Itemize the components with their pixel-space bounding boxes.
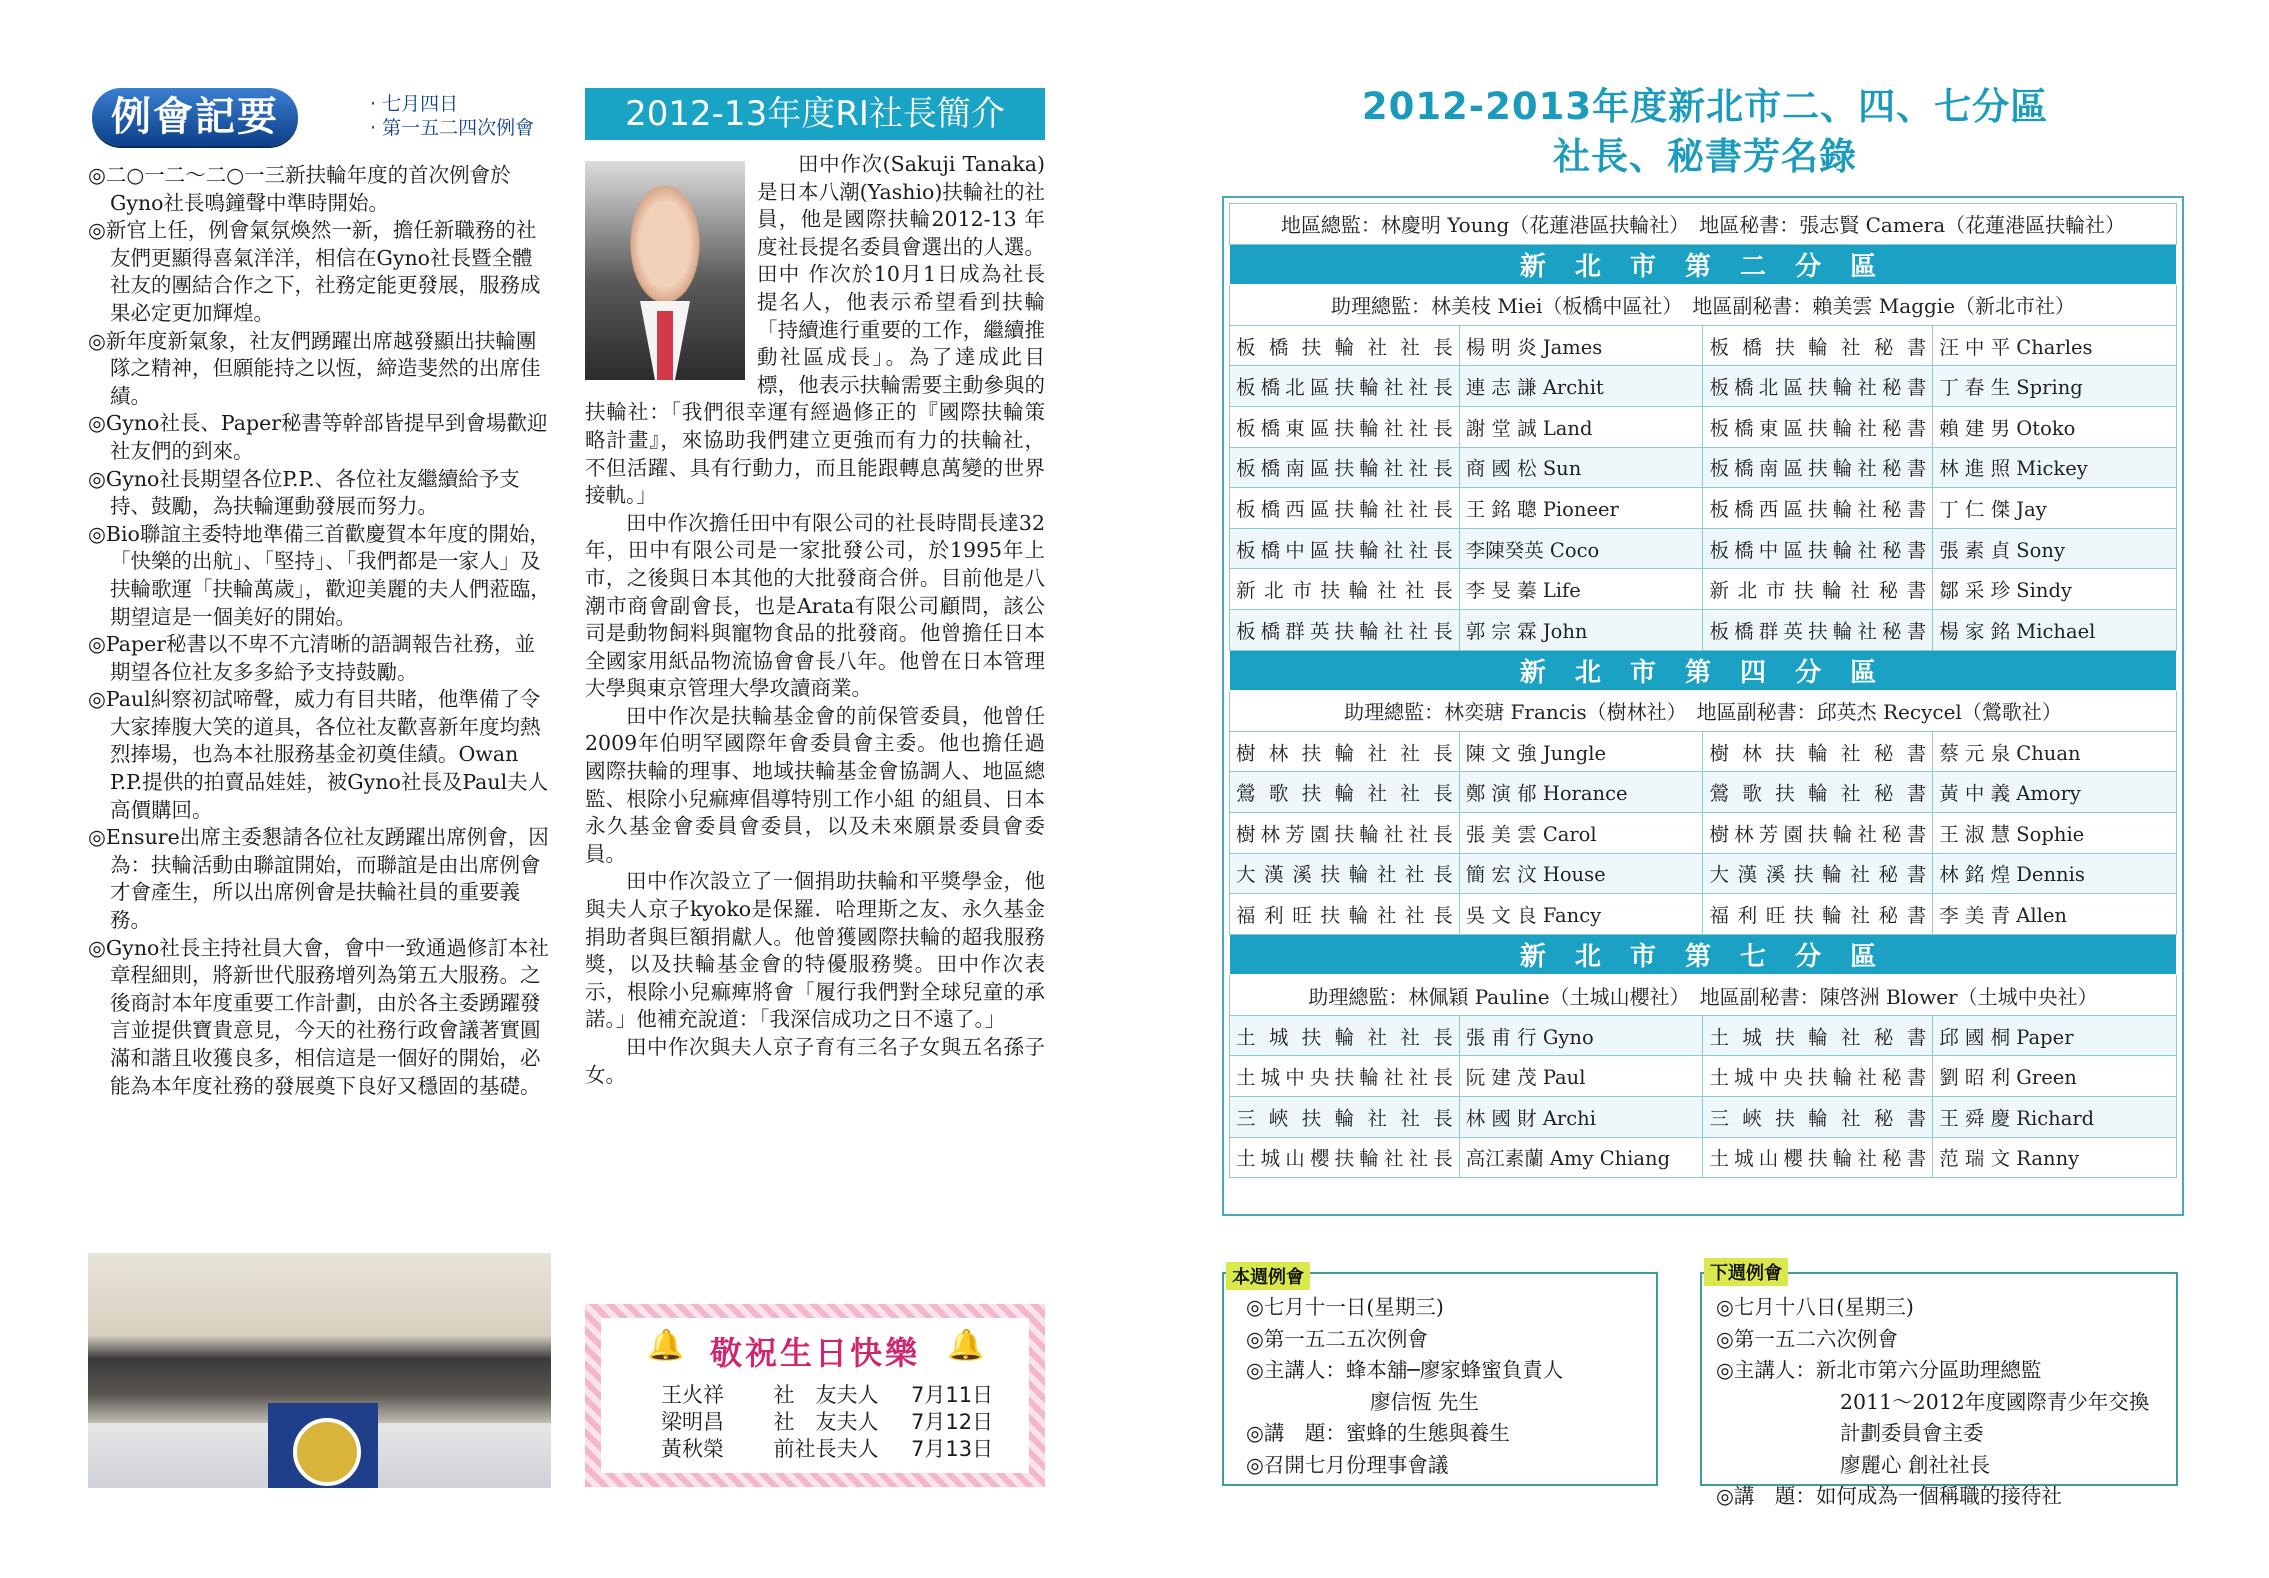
secretary-name: 王 舜 慶 Richard bbox=[1933, 1097, 2177, 1138]
secretary-name: 鄒 采 珍 Sindy bbox=[1933, 569, 2177, 610]
roster-row bbox=[1230, 528, 2177, 569]
secretary-name: 汪 中 平 Charles bbox=[1933, 325, 2177, 366]
club-president-title: 板橋群英扶輪社社長 bbox=[1230, 609, 1460, 650]
roster-row bbox=[1230, 325, 2177, 366]
club-secretary-title: 樹林扶輪社秘書 bbox=[1703, 731, 1933, 772]
president-name: 簡 宏 汶 House bbox=[1459, 853, 1703, 894]
next-week-box bbox=[1700, 1272, 2178, 1508]
club-president-title: 福利旺扶輪社社長 bbox=[1230, 894, 1460, 935]
secretary-name: 張 素 貞 Sony bbox=[1933, 528, 2177, 569]
president-name: 吳 文 良 Fancy bbox=[1459, 894, 1703, 935]
meeting-info-line: 計劃委員會主委 bbox=[1840, 1421, 1984, 1445]
meeting-note: ◎Ensure出席主委懇請各位社友踴躍出席例會，因為：扶輪活動由聯誼開始，而聯誼是由出席例會才會產生，所以出席例會是扶輪社員的重要義務。 bbox=[88, 825, 549, 933]
birthday-name: 王火祥 bbox=[661, 1383, 724, 1407]
secretary-name: 王 淑 慧 Sophie bbox=[1933, 812, 2177, 853]
section-header: 新 北 市 第 二 分 區 bbox=[1230, 244, 2177, 285]
birthday-row bbox=[661, 1382, 993, 1409]
section-info: 助理總監：林佩穎 Pauline（土城山櫻社） 地區副秘書：陳啓洲 Blower（土城中央社） bbox=[1230, 975, 2177, 1016]
meeting-info-line: ◎七月十八日(星期三) bbox=[1716, 1295, 1914, 1319]
meeting-subtitle bbox=[370, 92, 560, 140]
club-president-title: 土城山櫻扶輪社社長 bbox=[1230, 1137, 1460, 1178]
birthday-relation: 社 友夫人 bbox=[773, 1383, 879, 1407]
this-week-tag: 本週例會 bbox=[1226, 1262, 1310, 1290]
secretary-name: 黃 中 義 Amory bbox=[1933, 772, 2177, 813]
meeting-note: ◎Paper秘書以不卑不亢清晰的語調報告社務，並期望各位社友多多給予支持鼓勵。 bbox=[88, 632, 536, 684]
meeting-note: ◎Gyno社長、Paper秘書等幹部皆提早到會場歡迎社友們的到來。 bbox=[88, 411, 548, 463]
president-name: 阮 建 茂 Paul bbox=[1459, 1056, 1703, 1097]
birthday-relation: 社 友夫人 bbox=[773, 1410, 879, 1434]
club-secretary-title: 土城中央扶輪社秘書 bbox=[1703, 1056, 1933, 1097]
roster-table-frame bbox=[1222, 196, 2184, 1216]
birthday-row bbox=[661, 1436, 993, 1463]
roster-row bbox=[1230, 1137, 2177, 1178]
meeting-info-line: ◎第一五二五次例會 bbox=[1246, 1326, 1428, 1351]
club-secretary-title: 板橋群英扶輪社秘書 bbox=[1703, 609, 1933, 650]
group-photo bbox=[88, 1253, 551, 1488]
this-week-lines bbox=[1246, 1292, 1656, 1481]
president-name: 商 國 松 Sun bbox=[1459, 447, 1703, 488]
club-president-title: 板橋東區扶輪社社長 bbox=[1230, 406, 1460, 447]
club-secretary-title: 樹林芳園扶輪社秘書 bbox=[1703, 812, 1933, 853]
president-name: 楊 明 炎 James bbox=[1459, 325, 1703, 366]
meeting-note: ◎二○一二～二○一三新扶輪年度的首次例會於Gyno社長鳴鐘聲中準時開始。 bbox=[88, 163, 511, 215]
club-secretary-title: 板橋扶輪社秘書 bbox=[1703, 325, 1933, 366]
club-secretary-title: 板橋中區扶輪社秘書 bbox=[1703, 528, 1933, 569]
club-president-title: 土城中央扶輪社社長 bbox=[1230, 1056, 1460, 1097]
roster-row bbox=[1230, 609, 2177, 650]
secretary-name: 劉 昭 利 Green bbox=[1933, 1056, 2177, 1097]
club-secretary-title: 土城扶輪社秘書 bbox=[1703, 1015, 1933, 1056]
president-name: 謝 堂 誠 Land bbox=[1459, 406, 1703, 447]
club-president-title: 板橋西區扶輪社社長 bbox=[1230, 488, 1460, 529]
roster-row bbox=[1230, 569, 2177, 610]
secretary-name: 丁 仁 傑 Jay bbox=[1933, 488, 2177, 529]
president-name: 郭 宗 霖 John bbox=[1459, 609, 1703, 650]
roster-row bbox=[1230, 406, 2177, 447]
club-president-title: 板橋南區扶輪社社長 bbox=[1230, 447, 1460, 488]
meeting-note: ◎Bio聯誼主委特地準備三首歡慶賀本年度的開始，「快樂的出航」、「堅持」、「我們都是一家人」及扶輪歌運「扶輪萬歲」，歡迎美麗的夫人們蒞臨，期望這是一個美好的開始。 bbox=[88, 521, 551, 629]
meeting-info-line: ◎主講人：蜂本舖─廖家蜂蜜負責人 bbox=[1246, 1358, 1564, 1382]
club-secretary-title: 板橋東區扶輪社秘書 bbox=[1703, 406, 1933, 447]
club-secretary-title: 土城山櫻扶輪社秘書 bbox=[1703, 1137, 1933, 1178]
club-president-title: 新北市扶輪社社長 bbox=[1230, 569, 1460, 610]
club-president-title: 樹林芳園扶輪社社長 bbox=[1230, 812, 1460, 853]
club-secretary-title: 鶯歌扶輪社秘書 bbox=[1703, 772, 1933, 813]
bio-paragraph: 田中作次(Sakuji Tanaka)是日本八潮(Yashio)扶輪社的社員，他是國際扶輪2012-13 年度社長提名委員會選出的人選。田中 作次於10月1日成為社長提名人，他表示希望看到扶輪「持續進行重要的工作，繼續推動社區成長」。為了達成此目標，他表示扶輪需要主動參與的扶輪社：「我們很幸運有經過修正的『國際扶輪策略計畫』，來協助我們建立更強而有力的扶輪社，不但活躍、具有行動力，而且能跟轉息萬變的世界接軌。」 bbox=[585, 152, 1045, 508]
roster-title-line2: 社長、秘書芳名錄 bbox=[1553, 135, 1857, 178]
section-info: 助理總監：林奕瑭 Francis（樹林社） 地區副秘書：邱英杰 Recycel（鶯歌社） bbox=[1230, 691, 2177, 732]
meeting-info-line: 廖麗心 創社社長 bbox=[1840, 1452, 1991, 1477]
roster-title bbox=[1210, 82, 2200, 182]
president-name: 連 志 謙 Archit bbox=[1459, 366, 1703, 407]
meeting-info-line: ◎召開七月份理事會議 bbox=[1246, 1452, 1449, 1477]
secretary-name: 賴 建 男 Otoko bbox=[1933, 406, 2177, 447]
roster-row bbox=[1230, 772, 2177, 813]
bell-icon: 🔔 bbox=[947, 1328, 985, 1363]
president-name: 林 國 財 Archi bbox=[1459, 1097, 1703, 1138]
club-secretary-title: 三峽扶輪社秘書 bbox=[1703, 1097, 1933, 1138]
roster-row bbox=[1230, 812, 2177, 853]
meeting-notes bbox=[88, 162, 552, 1100]
roster-row bbox=[1230, 731, 2177, 772]
roster-row bbox=[1230, 894, 2177, 935]
birthday-list bbox=[661, 1382, 993, 1463]
birthday-box bbox=[585, 1304, 1045, 1487]
meeting-info-line: ◎第一五二六次例會 bbox=[1716, 1326, 1898, 1351]
club-secretary-title: 板橋北區扶輪社秘書 bbox=[1703, 366, 1933, 407]
birthday-title: 敬祝生日快樂 bbox=[709, 1334, 920, 1372]
meeting-note: ◎新年度新氣象，社友們踴躍出席越發顯出扶輪團隊之精神，但願能持之以恆，締造斐然的出席佳績。 bbox=[88, 328, 541, 408]
president-portrait bbox=[585, 161, 745, 380]
roster-table bbox=[1229, 203, 2177, 1178]
club-president-title: 板橋中區扶輪社社長 bbox=[1230, 528, 1460, 569]
section-info: 助理總監：林美枝 Miei（板橋中區社） 地區副秘書：賴美雲 Maggie（新北市社） bbox=[1230, 285, 2177, 326]
president-name: 李 旻 蓁 Life bbox=[1459, 569, 1703, 610]
club-secretary-title: 大漢溪扶輪社秘書 bbox=[1703, 853, 1933, 894]
rotary-wheel-icon bbox=[293, 1418, 361, 1486]
secretary-name: 邱 國 桐 Paper bbox=[1933, 1015, 2177, 1056]
birthday-name: 黃秋榮 bbox=[661, 1437, 724, 1461]
meeting-date: · 七月四日 bbox=[370, 92, 560, 116]
birthday-row bbox=[661, 1409, 993, 1436]
birthday-date: 7月11日 bbox=[911, 1383, 994, 1407]
birthday-name: 梁明昌 bbox=[661, 1410, 724, 1434]
roster-row bbox=[1230, 488, 2177, 529]
secretary-name: 丁 春 生 Spring bbox=[1933, 366, 2177, 407]
this-week-box bbox=[1222, 1272, 1658, 1486]
bell-icon: 🔔 bbox=[647, 1328, 685, 1363]
roster-row bbox=[1230, 1015, 2177, 1056]
roster-row bbox=[1230, 853, 2177, 894]
next-week-tag: 下週例會 bbox=[1704, 1258, 1788, 1286]
meeting-session: · 第一五二四次例會 bbox=[370, 116, 560, 140]
club-president-title: 板橋扶輪社社長 bbox=[1230, 325, 1460, 366]
roster-row bbox=[1230, 1056, 2177, 1097]
president-name: 王 銘 聰 Pioneer bbox=[1459, 488, 1703, 529]
president-name: 高江素蘭 Amy Chiang bbox=[1459, 1137, 1703, 1178]
section-header: 新 北 市 第 四 分 區 bbox=[1230, 650, 2177, 691]
club-secretary-title: 新北市扶輪社秘書 bbox=[1703, 569, 1933, 610]
president-name: 鄭 演 郁 Horance bbox=[1459, 772, 1703, 813]
section-header: 新 北 市 第 七 分 區 bbox=[1230, 934, 2177, 975]
president-name: 張 甫 行 Gyno bbox=[1459, 1015, 1703, 1056]
secretary-name: 楊 家 銘 Michael bbox=[1933, 609, 2177, 650]
meeting-info-line: 2011～2012年度國際青少年交換 bbox=[1840, 1389, 2150, 1414]
meeting-info-line: ◎七月十一日(星期三) bbox=[1246, 1295, 1444, 1319]
president-name: 陳 文 強 Jungle bbox=[1459, 731, 1703, 772]
club-secretary-title: 板橋西區扶輪社秘書 bbox=[1703, 488, 1933, 529]
meeting-info-line: 廖信恆 先生 bbox=[1370, 1389, 1480, 1414]
birthday-date: 7月12日 bbox=[911, 1410, 994, 1434]
bio-paragraph: 田中作次擔任田中有限公司的社長時間長達32年，田中有限公司是一家批發公司，於1995年上市，之後與日本其他的大批發商合併。目前他是八潮市商會副會長，也是Arata有限公司顧問，該公司是動物飼料與寵物食品的批發商。他曾擔任日本全國家用紙品物流協會會長八年。他曾在日本管理大學與東京管理大學攻讀商業。 bbox=[585, 510, 1045, 701]
club-president-title: 鶯歌扶輪社社長 bbox=[1230, 772, 1460, 813]
president-name: 張 美 雲 Carol bbox=[1459, 812, 1703, 853]
birthday-relation: 前社長夫人 bbox=[773, 1437, 879, 1461]
roster-title-line1: 2012-2013年度新北市二、四、七分區 bbox=[1361, 85, 2049, 128]
club-president-title: 樹林扶輪社社長 bbox=[1230, 731, 1460, 772]
meeting-badge: 例會記要 bbox=[92, 88, 298, 146]
club-president-title: 大漢溪扶輪社社長 bbox=[1230, 853, 1460, 894]
meeting-info-line: ◎主講人：新北市第六分區助理總監 bbox=[1716, 1358, 2042, 1382]
roster-row bbox=[1230, 447, 2177, 488]
secretary-name: 蔡 元 泉 Chuan bbox=[1933, 731, 2177, 772]
president-name: 李陳癸英 Coco bbox=[1459, 528, 1703, 569]
secretary-name: 林 銘 煌 Dennis bbox=[1933, 853, 2177, 894]
district-governor-row: 地區總監：林慶明 Young（花蓮港區扶輪社） 地區秘書：張志賢 Camera（花蓮港區扶輪社） bbox=[1230, 204, 2177, 245]
bio-paragraph: 田中作次是扶輪基金會的前保管委員，他曾任2009年伯明罕國際年會委員會主委。他也擔任過國際扶輪的理事、地域扶輪基金會協調人、地區總監、根除小兒痲痺倡導特別工作小組 的組員、日本永久基金會委員會委員，以及未來願景委員會委員。 bbox=[585, 703, 1045, 866]
secretary-name: 范 瑞 文 Ranny bbox=[1933, 1137, 2177, 1178]
club-secretary-title: 板橋南區扶輪社秘書 bbox=[1703, 447, 1933, 488]
secretary-name: 李 美 青 Allen bbox=[1933, 894, 2177, 935]
bio-paragraph: 田中作次設立了一個捐助扶輪和平獎學金，他與夫人京子kyoko是保羅．哈理斯之友、永久基金捐助者與巨額捐獻人。他曾獲國際扶輪的超我服務獎，以及扶輪基金會的特優服務獎。田中作次表示，根除小兒痲痺將會「履行我們對全球兒童的承諾。」他補充說道：「我深信成功之日不遠了。」 bbox=[585, 869, 1045, 1032]
club-president-title: 土城扶輪社社長 bbox=[1230, 1015, 1460, 1056]
club-secretary-title: 福利旺扶輪社秘書 bbox=[1703, 894, 1933, 935]
roster-row bbox=[1230, 366, 2177, 407]
secretary-name: 林 進 照 Mickey bbox=[1933, 447, 2177, 488]
roster-row bbox=[1230, 1097, 2177, 1138]
birthday-date: 7月13日 bbox=[911, 1437, 994, 1461]
meeting-note: ◎新官上任，例會氣氛煥然一新，擔任新職務的社友們更顯得喜氣洋洋，相信在Gyno社長暨全體社友的團結合作之下，社務定能更發展，服務成果必定更加輝煌。 bbox=[88, 218, 541, 325]
meeting-note: ◎Paul糾察初試啼聲，威力有目共睹，他準備了令大家捧腹大笑的道具，各位社友歡喜新年度均熱烈捧場，也為本社服務基金初奠佳績。Owan P.P.提供的拍賣品娃娃，被Gyno社長及Paul夫人高價購回。 bbox=[88, 687, 549, 822]
meeting-note: ◎Gyno社長期望各位P.P.、各位社友繼續給予支持、鼓勵，為扶輪運動發展而努力。 bbox=[88, 466, 520, 519]
meeting-info-line: ◎講 題：如何成為一個稱職的接待社 bbox=[1716, 1484, 2062, 1508]
bio-paragraph: 田中作次與夫人京子育有三名子女與五名孫子女。 bbox=[585, 1035, 1045, 1087]
club-president-title: 三峽扶輪社社長 bbox=[1230, 1097, 1460, 1138]
meeting-info-line: ◎講 題：蜜蜂的生態與養生 bbox=[1246, 1421, 1510, 1445]
club-president-title: 板橋北區扶輪社社長 bbox=[1230, 366, 1460, 407]
next-week-lines bbox=[1716, 1292, 2176, 1513]
ri-president-title: 2012-13年度RI社長簡介 bbox=[585, 88, 1045, 140]
meeting-note: ◎Gyno社長主持社員大會，會中一致通過修訂本社章程細則，將新世代服務增列為第五大服務。之後商討本年度重要工作計劃，由於各主委踴躍發言並提供寶貴意見，今天的社務行政會議著實圓滿和諧且收獲良多，相信這是一個好的開始，必能為本年度社務的發展奠下良好又穩固的基礎。 bbox=[88, 935, 549, 1098]
